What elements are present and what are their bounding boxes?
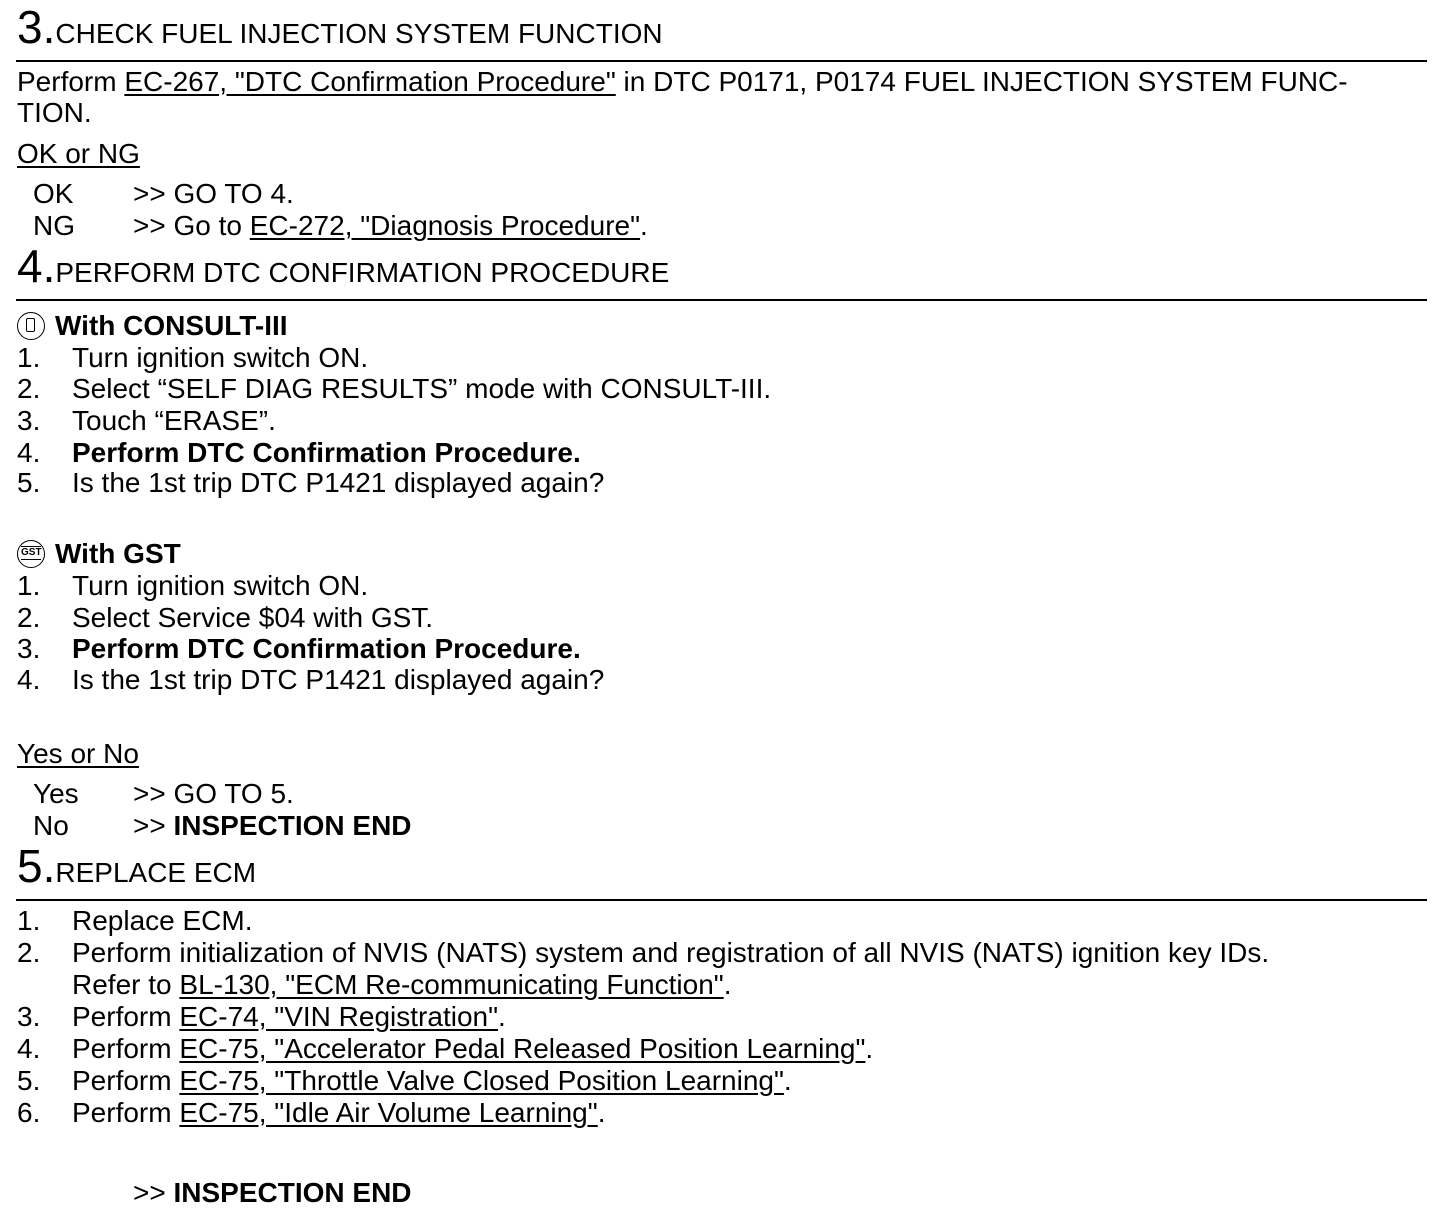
text: . — [498, 1001, 506, 1032]
text: TION. — [17, 97, 92, 128]
link-ec-75-idle[interactable]: EC-75, "Idle Air Volume Learning" — [179, 1097, 598, 1128]
section-divider — [16, 899, 1427, 901]
step-title: PERFORM DTC CONFIRMATION PROCEDURE — [55, 257, 670, 288]
result-label: OK or NG — [17, 138, 140, 169]
answer-yes-key: Yes — [33, 778, 79, 809]
step-3-heading — [17, 1, 1426, 53]
list-item-ref — [72, 969, 732, 1001]
list-item — [72, 1097, 605, 1129]
list-item: Select Service $04 with GST. — [72, 602, 434, 633]
link-ec-74[interactable]: EC-74, "VIN Registration" — [179, 1001, 499, 1032]
list-number: 3. — [17, 633, 41, 664]
text: Perform — [17, 66, 125, 97]
text: . — [640, 210, 648, 241]
link-ec-267[interactable]: EC-267, "DTC Confirmation Procedure" — [124, 66, 616, 97]
list-item: Touch “ERASE”. — [72, 405, 276, 436]
list-number: 3. — [17, 1001, 41, 1032]
list-number: 2. — [17, 937, 41, 968]
list-number: 4. — [17, 664, 41, 695]
result-label: Yes or No — [17, 738, 139, 769]
text: >> — [133, 1177, 174, 1208]
list-item — [72, 1033, 873, 1065]
answer-no-key: No — [33, 810, 69, 841]
step-3-instruction-cont — [17, 97, 92, 129]
step-number: 3. — [17, 1, 56, 53]
list-item — [72, 1065, 792, 1097]
step-4-heading — [17, 240, 1426, 292]
list-number: 1. — [17, 342, 41, 373]
list-item: Turn ignition switch ON. — [72, 342, 369, 373]
text: Perform — [72, 1033, 180, 1064]
list-item: Select “SELF DIAG RESULTS” mode with CONSULT-III. — [72, 373, 772, 404]
list-number: 1. — [17, 570, 41, 601]
text: . — [865, 1033, 874, 1064]
step-number: 4. — [17, 240, 56, 292]
text: in DTC P0171, P0174 FUEL INJECTION SYSTEM FUNC- — [615, 66, 1348, 97]
step-5-heading — [17, 840, 1426, 892]
text: Perform — [72, 1065, 180, 1096]
list-number: 3. — [17, 405, 41, 436]
list-number: 4. — [17, 1033, 41, 1064]
step-3-instruction — [17, 66, 1348, 98]
section-divider — [16, 60, 1427, 62]
section-divider — [16, 299, 1427, 301]
list-item: Perform DTC Confirmation Procedure. — [72, 633, 581, 664]
answer-ng-value — [133, 210, 648, 242]
text: . — [723, 969, 732, 1000]
text: Refer to — [72, 969, 180, 1000]
link-ec-75-accelerator[interactable]: EC-75, "Accelerator Pedal Released Position Learning" — [179, 1033, 866, 1064]
list-item: Replace ECM. — [72, 905, 253, 936]
step-title: REPLACE ECM — [55, 857, 257, 888]
list-number: 6. — [17, 1097, 41, 1128]
list-number: 5. — [17, 1065, 41, 1096]
text: Perform — [72, 1097, 180, 1128]
text: . — [783, 1065, 792, 1096]
text: With GST — [55, 538, 181, 569]
text: With CONSULT-III — [55, 310, 288, 341]
consult-icon — [17, 312, 45, 340]
list-number: 2. — [17, 373, 41, 404]
list-item: Is the 1st trip DTC P1421 displayed again? — [72, 664, 605, 695]
list-item: Perform DTC Confirmation Procedure. — [72, 437, 581, 468]
answer-yes-value: >> GO TO 5. — [133, 778, 294, 809]
list-item: Perform initialization of NVIS (NATS) system and registration of all NVIS (NATS) ignition key IDs. — [72, 937, 1270, 968]
text: >> — [133, 810, 174, 841]
text: Perform — [72, 1001, 180, 1032]
text: . — [597, 1097, 606, 1128]
gst-icon-text: GST — [21, 547, 42, 558]
consult-heading — [17, 310, 288, 342]
list-number: 2. — [17, 602, 41, 633]
gst-icon — [17, 540, 45, 568]
gst-heading — [17, 538, 181, 570]
step-number: 5. — [17, 840, 56, 892]
text: >> Go to — [133, 210, 250, 241]
list-item — [72, 1001, 506, 1033]
text: INSPECTION END — [173, 1177, 412, 1208]
link-bl-130[interactable]: BL-130, "ECM Re-communicating Function" — [179, 969, 724, 1000]
step-title: CHECK FUEL INJECTION SYSTEM FUNCTION — [55, 18, 663, 49]
list-item: Turn ignition switch ON. — [72, 570, 369, 601]
link-ec-75-throttle[interactable]: EC-75, "Throttle Valve Closed Position Learning" — [179, 1065, 784, 1096]
list-item: Is the 1st trip DTC P1421 displayed again? — [72, 467, 605, 498]
link-ec-272[interactable]: EC-272, "Diagnosis Procedure" — [249, 210, 641, 241]
answer-ok-key: OK — [33, 178, 74, 209]
answer-no-value — [133, 810, 412, 842]
list-number: 5. — [17, 467, 41, 498]
answer-ng-key: NG — [33, 210, 75, 241]
list-number: 4. — [17, 437, 41, 468]
list-number: 1. — [17, 905, 41, 936]
answer-ok-value: >> GO TO 4. — [133, 178, 294, 209]
inspection-end — [133, 1177, 412, 1209]
text: INSPECTION END — [173, 810, 412, 841]
